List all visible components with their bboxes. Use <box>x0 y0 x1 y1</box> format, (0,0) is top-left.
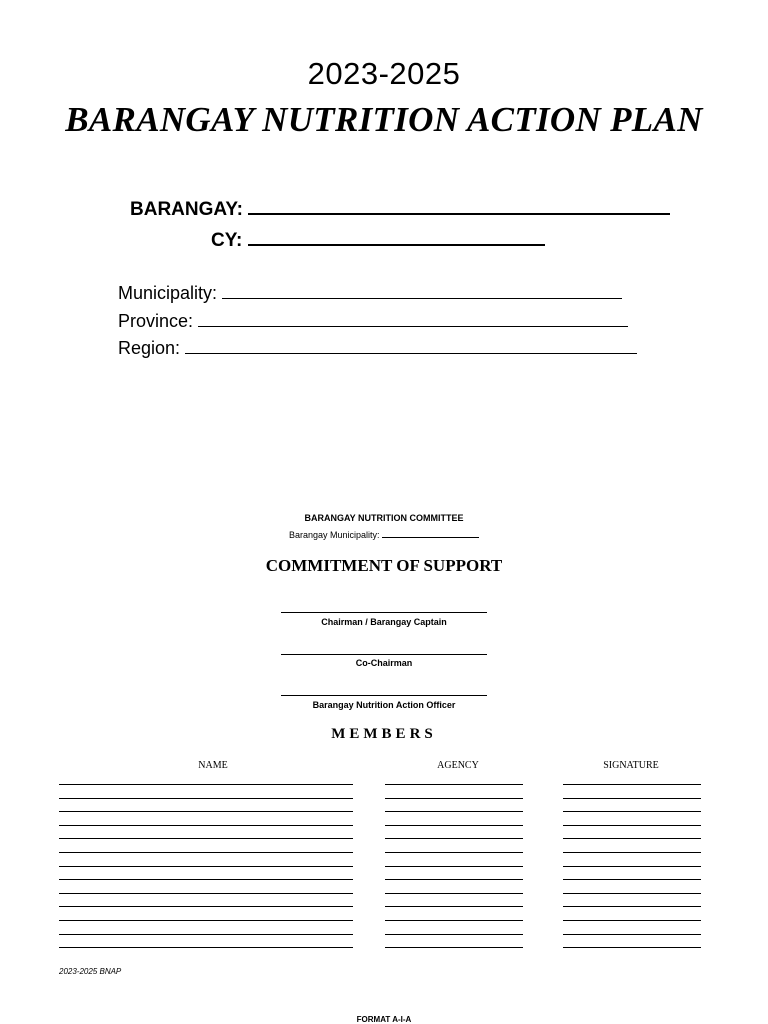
barangay-municipality-blank[interactable] <box>382 529 479 538</box>
member-name-line[interactable] <box>59 879 353 880</box>
member-signature-line[interactable] <box>563 784 701 785</box>
barangay-municipality-field[interactable] <box>0 529 768 540</box>
member-signature-line[interactable] <box>563 947 701 948</box>
co-chairman-signature-line[interactable] <box>281 654 487 655</box>
member-agency-line[interactable] <box>385 838 523 839</box>
document-title: BARANGAY NUTRITION ACTION PLAN <box>65 100 703 139</box>
member-name-line[interactable] <box>59 906 353 907</box>
member-name-line[interactable] <box>59 811 353 812</box>
plan-years: 2023-2025 <box>307 56 461 91</box>
province-label: Province: <box>118 311 194 331</box>
province-blank[interactable] <box>198 310 628 327</box>
region-field[interactable] <box>118 337 637 359</box>
region-blank[interactable] <box>185 337 637 354</box>
cy-label: CY: <box>211 230 243 251</box>
member-agency-line[interactable] <box>385 852 523 853</box>
province-field[interactable] <box>118 310 628 332</box>
member-agency-line[interactable] <box>385 947 523 948</box>
member-agency-line[interactable] <box>385 784 523 785</box>
barangay-field[interactable] <box>130 195 670 221</box>
municipality-field[interactable] <box>118 282 622 304</box>
commitment-title: COMMITMENT OF SUPPORT <box>265 556 503 575</box>
member-signature-line[interactable] <box>563 838 701 839</box>
member-signature-line[interactable] <box>563 893 701 894</box>
municipality-blank[interactable] <box>222 282 622 299</box>
region-label: Region: <box>118 338 181 358</box>
cy-field[interactable] <box>211 226 545 252</box>
member-signature-line[interactable] <box>563 866 701 867</box>
committee-title: BARANGAY NUTRITION COMMITTEE <box>304 513 464 523</box>
member-name-line[interactable] <box>59 934 353 935</box>
member-signature-line[interactable] <box>563 920 701 921</box>
document-code: 2023-2025 BNAP <box>59 967 122 976</box>
member-signature-line[interactable] <box>563 825 701 826</box>
member-agency-line[interactable] <box>385 879 523 880</box>
member-name-line[interactable] <box>59 798 353 799</box>
municipality-label: Municipality: <box>118 283 218 303</box>
members-title: MEMBERS <box>331 726 437 742</box>
chairman-signature-line[interactable] <box>281 612 487 613</box>
member-signature-line[interactable] <box>563 798 701 799</box>
member-name-line[interactable] <box>59 947 353 948</box>
format-code: FORMAT A-I-A <box>356 1015 412 1024</box>
member-agency-line[interactable] <box>385 866 523 867</box>
member-signature-line[interactable] <box>563 852 701 853</box>
signature-column-header: SIGNATURE <box>603 760 659 771</box>
nutrition-officer-signature-line[interactable] <box>281 695 487 696</box>
barangay-blank[interactable] <box>248 195 670 215</box>
cy-blank[interactable] <box>248 226 545 246</box>
member-signature-line[interactable] <box>563 934 701 935</box>
barangay-municipality-label: Barangay Municipality: <box>288 530 380 540</box>
name-column-header: NAME <box>198 760 228 771</box>
member-name-line[interactable] <box>59 838 353 839</box>
member-signature-line[interactable] <box>563 811 701 812</box>
member-agency-line[interactable] <box>385 920 523 921</box>
barangay-label: BARANGAY: <box>130 199 243 220</box>
chairman-title: Chairman / Barangay Captain <box>321 617 447 627</box>
member-agency-line[interactable] <box>385 906 523 907</box>
member-name-line[interactable] <box>59 893 353 894</box>
member-name-line[interactable] <box>59 920 353 921</box>
member-signature-line[interactable] <box>563 879 701 880</box>
agency-column-header: AGENCY <box>437 760 479 771</box>
co-chairman-title: Co-Chairman <box>355 658 413 668</box>
member-agency-line[interactable] <box>385 893 523 894</box>
member-name-line[interactable] <box>59 825 353 826</box>
member-name-line[interactable] <box>59 784 353 785</box>
nutrition-officer-title: Barangay Nutrition Action Officer <box>312 700 456 710</box>
member-agency-line[interactable] <box>385 934 523 935</box>
member-agency-line[interactable] <box>385 811 523 812</box>
member-name-line[interactable] <box>59 866 353 867</box>
member-agency-line[interactable] <box>385 825 523 826</box>
member-agency-line[interactable] <box>385 798 523 799</box>
member-name-line[interactable] <box>59 852 353 853</box>
member-signature-line[interactable] <box>563 906 701 907</box>
